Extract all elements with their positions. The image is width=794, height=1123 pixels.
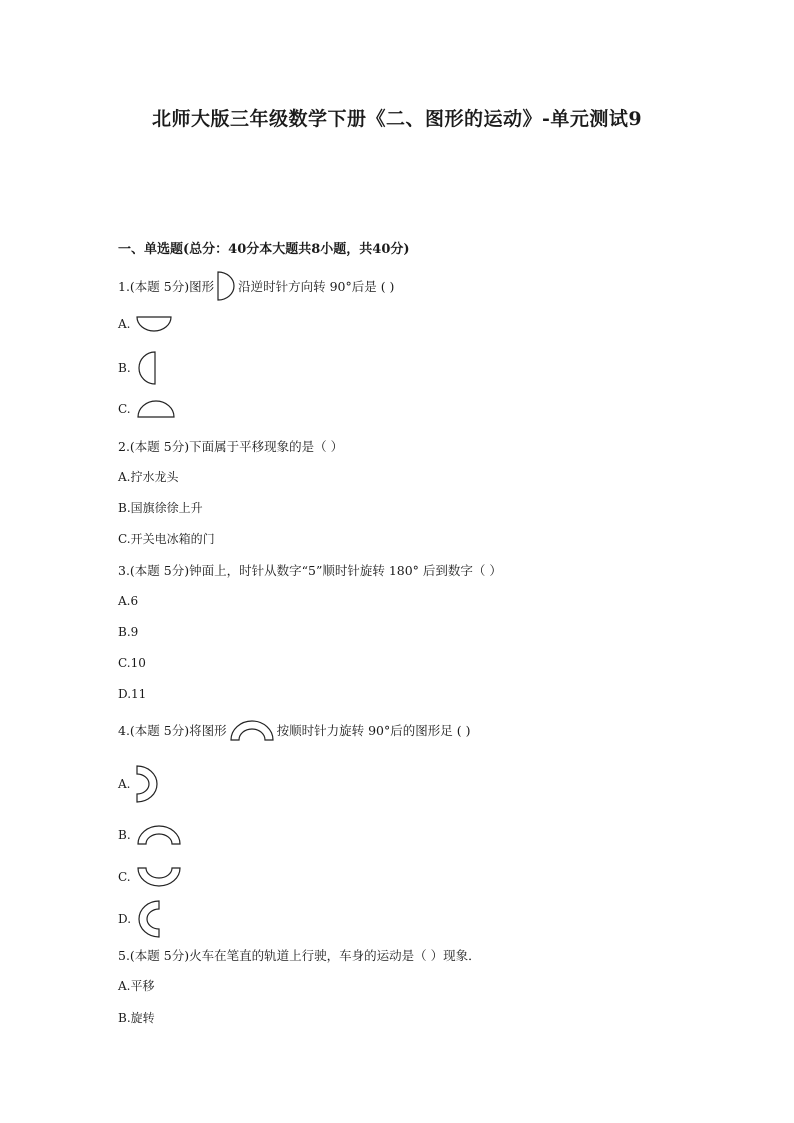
semicircle-top-icon [135, 398, 177, 420]
question-2-option-a[interactable] [118, 468, 178, 485]
option-text: B.国旗徐徐上升 [118, 501, 203, 515]
half-ring-top-icon [135, 823, 183, 847]
question-1-prefix: 1.(本题 5分)图形 [118, 279, 215, 294]
question-3-text: 3.(本题 5分)钟面上，时针从数字“5”顺时针旋转 180° 后到数字（ ） [118, 563, 502, 578]
question-5-option-b[interactable] [118, 1009, 155, 1026]
question-5-option-a[interactable] [118, 977, 154, 994]
question-4 [118, 718, 470, 742]
question-4-option-d[interactable] [118, 899, 163, 939]
semicircle-bottom-icon [134, 314, 174, 334]
question-4-prefix: 4.(本题 5分)将图形 [118, 723, 227, 738]
question-4-option-a[interactable] [118, 764, 160, 804]
question-4-suffix: 按顺时针力旋转 90°后的图形足 ( ) [276, 723, 471, 738]
question-3 [118, 561, 502, 579]
option-text: C.10 [118, 656, 146, 670]
option-label: C. [118, 402, 131, 416]
half-ring-top-icon [229, 718, 275, 742]
half-ring-left-icon [135, 899, 163, 939]
option-text: B.旋转 [118, 1011, 155, 1025]
question-4-option-b[interactable] [118, 823, 183, 847]
page-title: 北师大版三年级数学下册《二、图形的运动》-单元测试9 [151, 108, 643, 130]
question-2-option-c[interactable] [118, 530, 215, 547]
option-text: A.拧水龙头 [118, 470, 179, 484]
semicircle-left-icon [135, 350, 159, 386]
option-label: B. [118, 828, 131, 842]
option-text: C.开关电冰箱的门 [118, 532, 215, 546]
question-1 [118, 270, 394, 302]
half-ring-right-icon [134, 764, 160, 804]
section-heading: 一、单选题(总分：40分本大题共8小题，共40分) [118, 242, 410, 257]
question-3-option-d[interactable] [118, 687, 146, 701]
option-text: B.9 [118, 625, 139, 639]
question-2 [118, 437, 343, 455]
option-text: D.11 [118, 687, 147, 701]
question-5-text: 5.(本题 5分)火车在笔直的轨道上行驶，车身的运动是（ ）现象． [118, 948, 481, 963]
question-5 [118, 946, 481, 964]
question-1-option-c[interactable] [118, 398, 177, 420]
question-4-option-c[interactable] [118, 865, 183, 889]
semicircle-right-icon [216, 270, 236, 302]
option-label: C. [118, 870, 131, 884]
question-2-text: 2.(本题 5分)下面属于平移现象的是（ ） [118, 439, 344, 454]
option-text: A.6 [118, 594, 139, 608]
question-1-suffix: 沿逆时针方向转 90°后是 ( ) [238, 279, 395, 294]
question-1-option-b[interactable] [118, 350, 159, 386]
option-label: A. [118, 777, 131, 791]
half-ring-bottom-icon [135, 865, 183, 889]
option-text: A.平移 [118, 979, 155, 993]
option-label: B. [118, 361, 131, 375]
question-1-option-a[interactable] [118, 314, 174, 334]
question-3-option-a[interactable] [118, 594, 138, 608]
question-2-option-b[interactable] [118, 499, 203, 516]
option-label: A. [118, 317, 131, 331]
question-3-option-b[interactable] [118, 625, 138, 639]
option-label: D. [118, 912, 132, 926]
question-3-option-c[interactable] [118, 656, 146, 670]
